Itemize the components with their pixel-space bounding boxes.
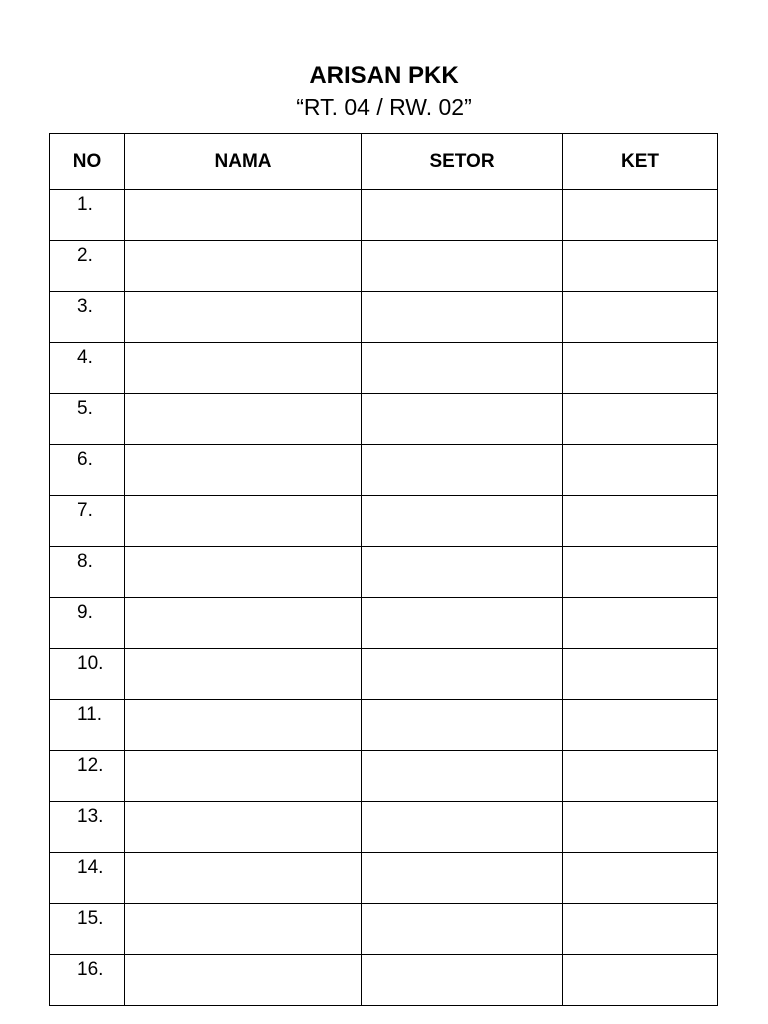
cell-no: 8. [50,547,125,598]
cell-no: 1. [50,190,125,241]
table-row [50,445,718,496]
cell-nama [125,649,362,700]
header-setor: SETOR [362,134,563,190]
cell-no: 10. [50,649,125,700]
cell-nama [125,802,362,853]
cell-ket [563,190,718,241]
table-row [50,802,718,853]
cell-no: 7. [50,496,125,547]
table-row [50,649,718,700]
cell-nama [125,904,362,955]
cell-no: 4. [50,343,125,394]
cell-ket [563,955,718,1006]
cell-no: 15. [50,904,125,955]
table-row [50,547,718,598]
cell-setor [362,241,563,292]
table-row [50,343,718,394]
document-title: ARISAN PKK [309,62,459,89]
table-row [50,853,718,904]
document-subtitle: “RT. 04 / RW. 02” [296,94,472,120]
cell-nama [125,241,362,292]
arisan-table [49,133,718,1006]
table-row [50,190,718,241]
cell-no: 2. [50,241,125,292]
cell-setor [362,700,563,751]
cell-setor [362,394,563,445]
cell-setor [362,751,563,802]
cell-setor [362,445,563,496]
table-row [50,700,718,751]
cell-ket [563,445,718,496]
cell-no: 9. [50,598,125,649]
cell-no: 3. [50,292,125,343]
cell-ket [563,547,718,598]
cell-ket [563,343,718,394]
cell-nama [125,496,362,547]
cell-ket [563,649,718,700]
table-row [50,751,718,802]
cell-no: 14. [50,853,125,904]
cell-setor [362,649,563,700]
cell-setor [362,853,563,904]
cell-ket [563,496,718,547]
cell-nama [125,700,362,751]
cell-nama [125,853,362,904]
cell-nama [125,394,362,445]
cell-nama [125,343,362,394]
cell-setor [362,343,563,394]
cell-nama [125,955,362,1006]
cell-ket [563,853,718,904]
cell-setor [362,598,563,649]
table-header-row [50,134,718,190]
table-row [50,394,718,445]
cell-ket [563,598,718,649]
cell-nama [125,445,362,496]
cell-no: 13. [50,802,125,853]
cell-ket [563,241,718,292]
cell-nama [125,292,362,343]
cell-ket [563,394,718,445]
header-nama: NAMA [125,134,362,190]
cell-nama [125,598,362,649]
table-row [50,955,718,1006]
cell-setor [362,496,563,547]
cell-no: 5. [50,394,125,445]
table-row [50,292,718,343]
cell-setor [362,904,563,955]
cell-ket [563,802,718,853]
cell-setor [362,802,563,853]
header-no: NO [50,134,125,190]
cell-ket [563,292,718,343]
table-row [50,904,718,955]
table-row [50,598,718,649]
header-ket: KET [563,134,718,190]
cell-nama [125,190,362,241]
table-row [50,241,718,292]
cell-no: 11. [50,700,125,751]
cell-no: 12. [50,751,125,802]
cell-no: 16. [50,955,125,1006]
cell-setor [362,955,563,1006]
cell-nama [125,751,362,802]
cell-setor [362,547,563,598]
table-row [50,496,718,547]
cell-no: 6. [50,445,125,496]
cell-setor [362,190,563,241]
cell-nama [125,547,362,598]
cell-setor [362,292,563,343]
cell-ket [563,751,718,802]
cell-ket [563,700,718,751]
table-body [50,190,718,1006]
cell-ket [563,904,718,955]
